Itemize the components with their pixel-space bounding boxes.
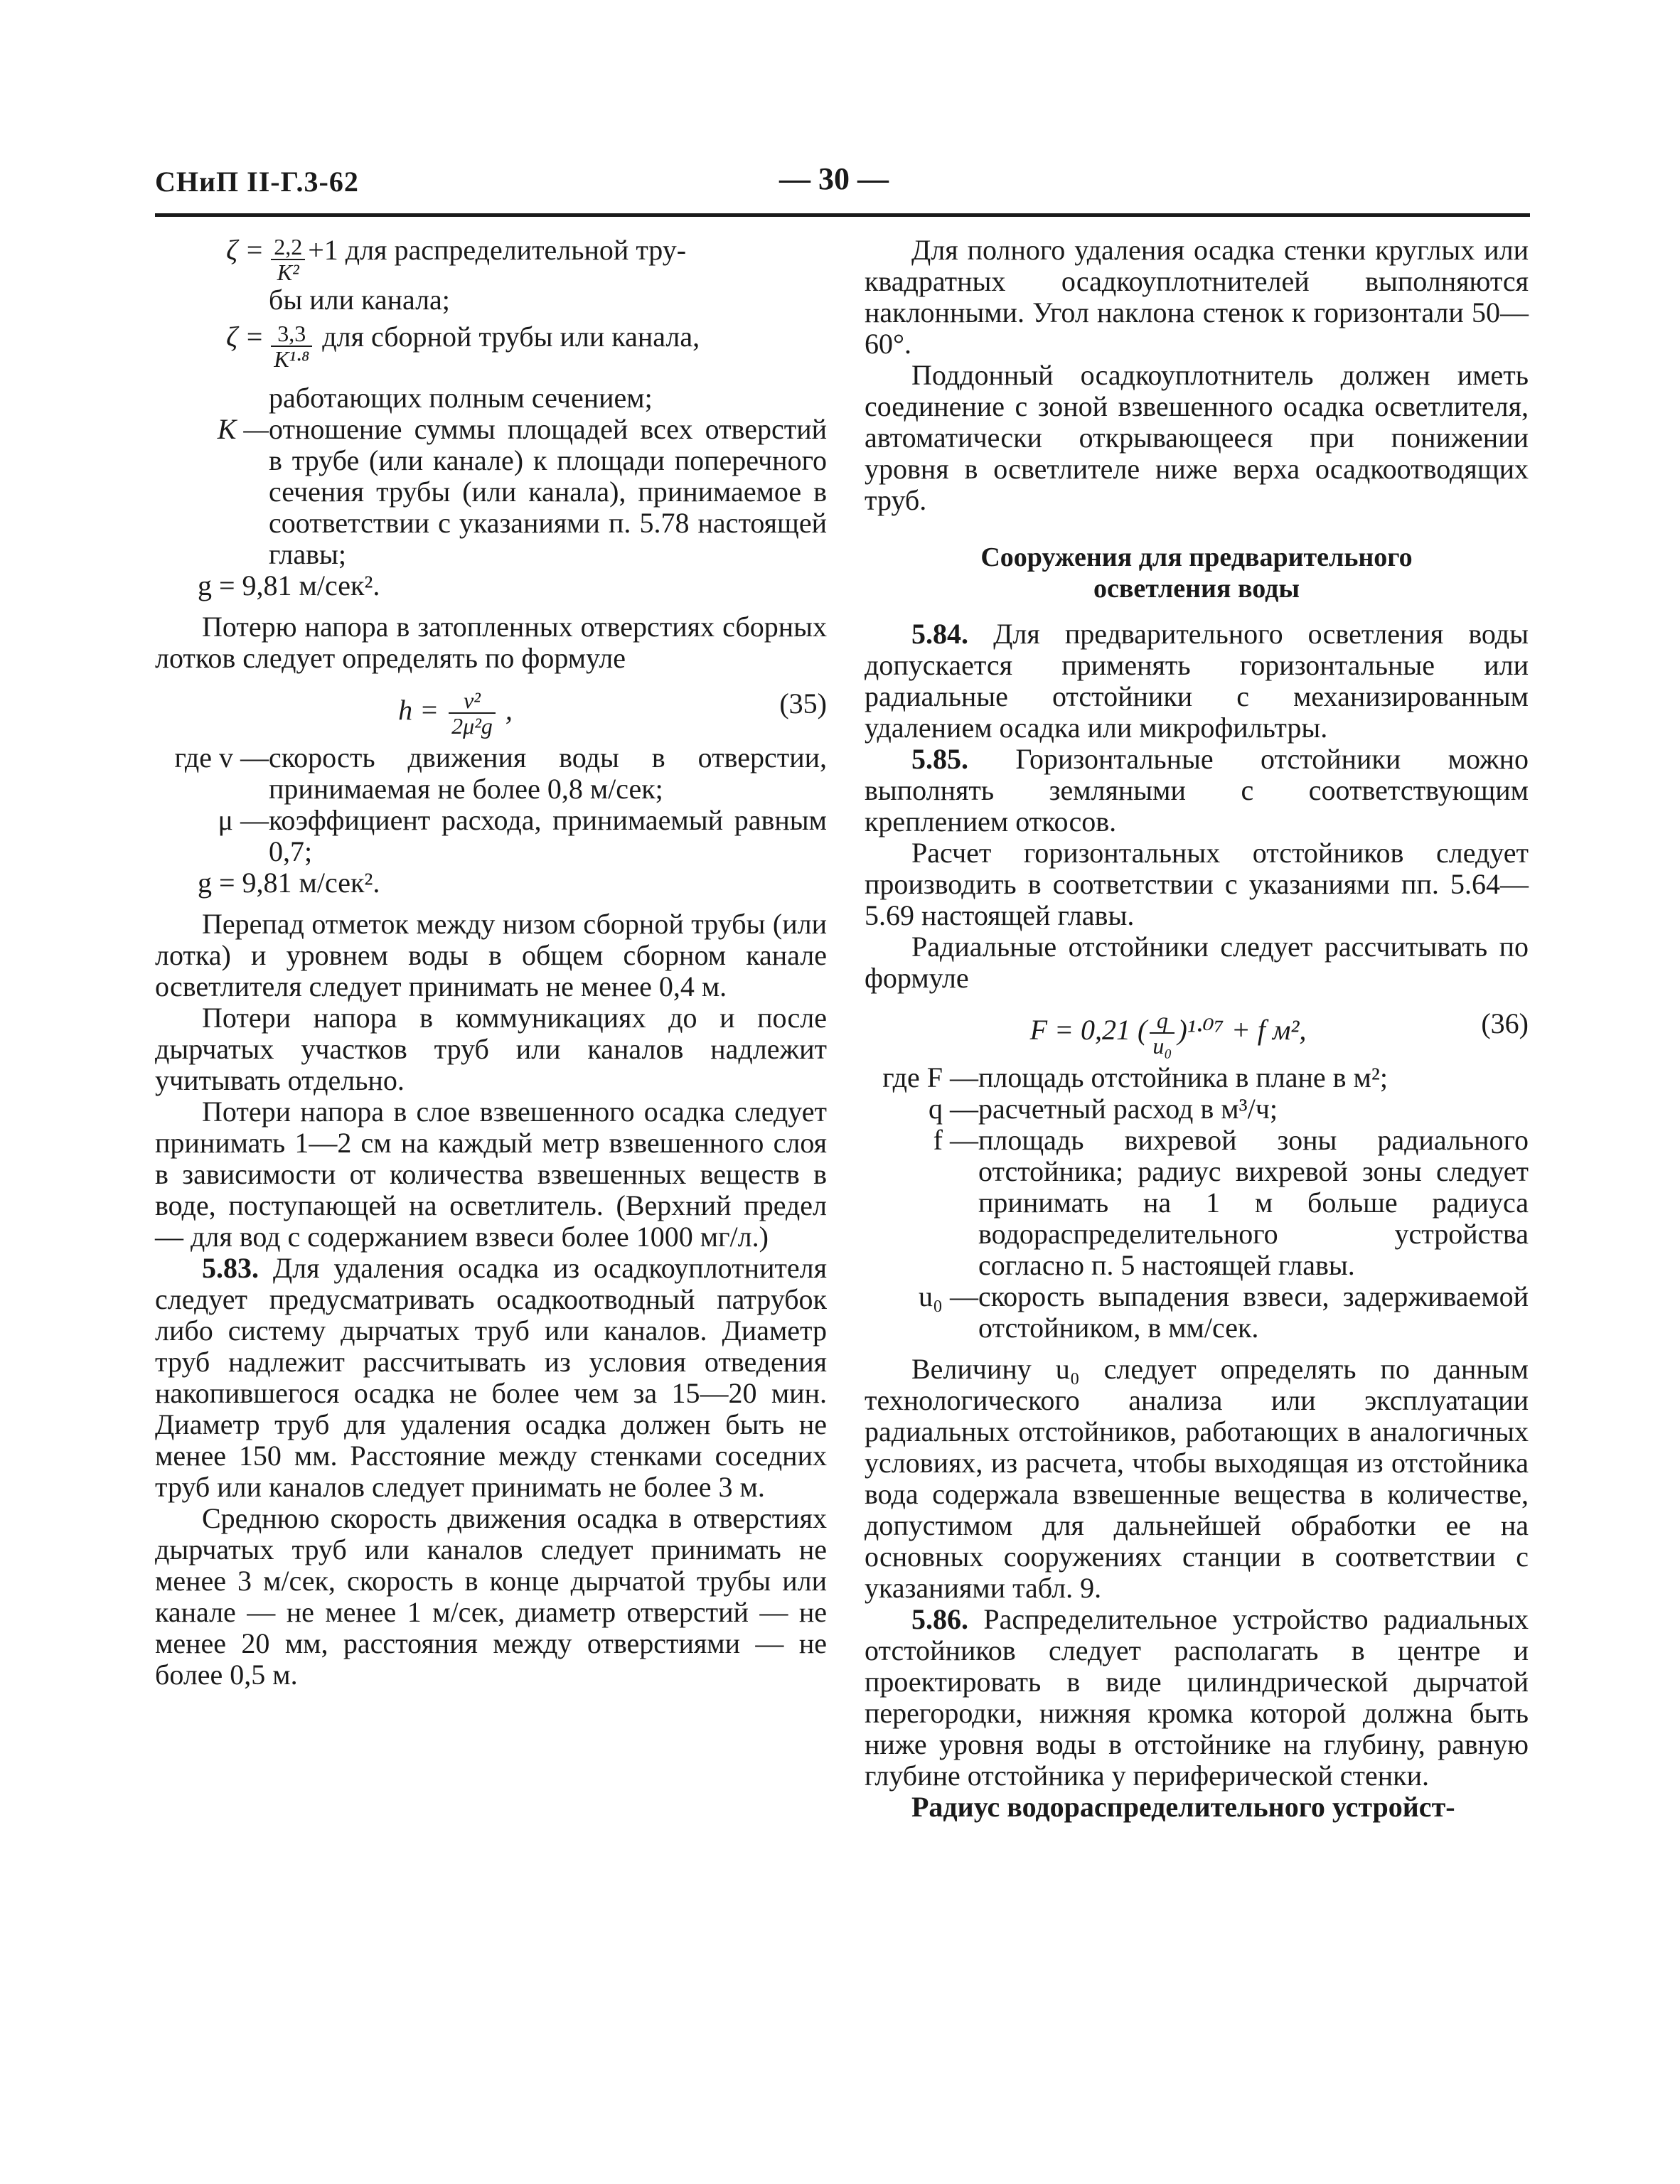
para-sludge-velocity: Среднюю скорость движения осадка в отверстиях дырчатых труб или каналов следует принимать не менее 3 м/сек, скорость в конце дырчатой трубы или канале — не менее 1 м/сек, диаметр отверстий — не менее 20 мм, расстояния между отверстиями — не более 0,5 м. (155, 1502, 827, 1691)
formula-36-number: (36) (1481, 1007, 1529, 1039)
para-level-difference: Перепад отметок между низом сборной трубы (или лотка) и уровнем воды в общем сборном канале осветлителя следует принимать не менее 0,4 м. (155, 908, 827, 1002)
para-inclined-walls: Для полного удаления осадка стенки круглых или квадратных осадкоуплотнителей выполняются наклонными. Угол наклона стенок к горизонтали 50—60°. (865, 234, 1529, 360)
left-column (155, 235, 827, 1691)
zeta2-cont: работающих полным сечением; (269, 382, 653, 414)
def-u0: u₀ — скорость выпадения взвеси, задерживаемой отстойником, в мм/сек. (919, 1280, 1529, 1344)
def-mu: μ — коэффициент расхода, принимаемый равным 0,7; (218, 804, 827, 867)
para-5-83: 5.83. Для удаления осадка из осадкоуплотнителя следует предусматривать осадкоотводный патрубок либо систему дырчатых труб или каналов. Диаметр труб надлежит рассчитывать из условия отведения накопившегося осадка не более чем за 15—20 мин. Диаметр труб для удаления осадка должен быть не менее 150 мм. Расстояние между стенками соседних труб или каналов следует принимать не более 3 м. (155, 1252, 828, 1503)
formula-35-number: (35) (779, 687, 827, 719)
header-rule (155, 213, 1530, 217)
def-k: K — отношение суммы площадей всех отверстий в трубе (или канале) к площади поперечного сечения трубы (или канала), принимаемое в соответствии с указаниями п. 5.78 настоящей главы; (217, 413, 827, 570)
formula-36: F = 0,21 ( $\frac{q}{\text{u₀}}$ )¹·⁰⁷ + f м², (36) (1029, 1007, 1529, 1059)
def-q: q — расчетный расход в м³/ч; (929, 1093, 1278, 1125)
zeta-collector: ζ = $\frac{3,3}{\text{K¹·⁸}}$ для сборной трубы или канала, (226, 321, 700, 372)
para-5-85: 5.85. Горизонтальные отстойники можно выполнять земляными с соответствующим креплением откосов. (865, 743, 1529, 837)
def-g-1: g = 9,81 м/сек². (198, 569, 380, 601)
para-u0-value: Величину u₀ следует определять по данным технологического анализа или эксплуатации радиальных отстойников, работающих в аналогичных условиях, из расчета, чтобы выходящая из отстойника вода содержала взвешенные вещества в количестве, допустимом для дальнейшей обработки ее на основных сооружениях станции в соответствии с указаниями табл. 9. (865, 1353, 1529, 1604)
def-f: f — площадь вихревой зоны радиального отстойника; радиус вихревой зоны следует принимать на 1 м больше радиуса водораспределительного устройства согласно п. 5 настоящей главы. (933, 1124, 1529, 1281)
def-v: где v — скорость движения воды в отверстии, принимаемая не более 0,8 м/сек; (174, 742, 827, 805)
para-radius: Радиус водораспределительного устройст- (911, 1791, 1455, 1823)
para-5-86: 5.86. Распределительное устройство радиальных отстойников следует располагать в центре и проектировать в виде цилиндрической дырчатой перегородки, нижняя кромка которой должна быть ниже уровня воды в отстойнике на глубину, равную глубине отстойника у периферической стенки. (865, 1603, 1529, 1792)
page-header (155, 161, 1529, 208)
para-horizontal-calc: Расчет горизонтальных отстойников следует производить в соответствии с указаниями пп. 5.64—5.69 настоящей главы. (865, 837, 1529, 931)
para-radial-formula: Радиальные отстойники следует рассчитывать по формуле (865, 931, 1529, 994)
formula-35: h = $\frac{\text{v²}}{\text{2μ²g}}$ , (35) (398, 687, 827, 739)
def-F: где F — площадь отстойника в плане в м²; (882, 1061, 1388, 1093)
para-flooded-holes: Потерю напора в затопленных отверстиях сборных лотков следует определять по формуле (155, 611, 827, 674)
para-5-84: 5.84. Для предварительного осветления воды допускается применять горизонтальные или радиальные отстойники с механизированным удалением осадка или микрофильтры. (865, 618, 1529, 744)
para-suspended-layer: Потери напора в слое взвешенного осадка следует принимать 1—2 см на каждый метр взвешенного слоя в зависимости от количества взвешенных веществ в воде, поступающей на осветлитель. (Верхний предел — для вод с содержанием взвеси более 1000 мг/л.) (155, 1096, 827, 1253)
page-number: — 30 — (779, 161, 889, 196)
right-column (865, 235, 1529, 1823)
document-code: СНиП II-Г.3-62 (155, 166, 359, 198)
zeta1-cont: бы или канала; (269, 284, 450, 316)
zeta-distribution: ζ = $\frac{2,2}{\text{K²}}$ +1 для распределительной тру- (226, 234, 687, 285)
section-heading: Сооружения для предварительного осветления воды (980, 542, 1413, 604)
def-g-2: g = 9,81 м/сек². (198, 867, 380, 899)
para-bottom-thickener: Поддонный осадкоуплотнитель должен иметь соединение с зоной взвешенного осадка осветлителя, автоматически открывающееся при понижении уровня в осветлителе ниже верха осадкоотводящих труб. (865, 359, 1529, 516)
para-head-losses: Потери напора в коммуникациях до и после дырчатых участков труб или каналов надлежит учитывать отдельно. (155, 1002, 827, 1096)
